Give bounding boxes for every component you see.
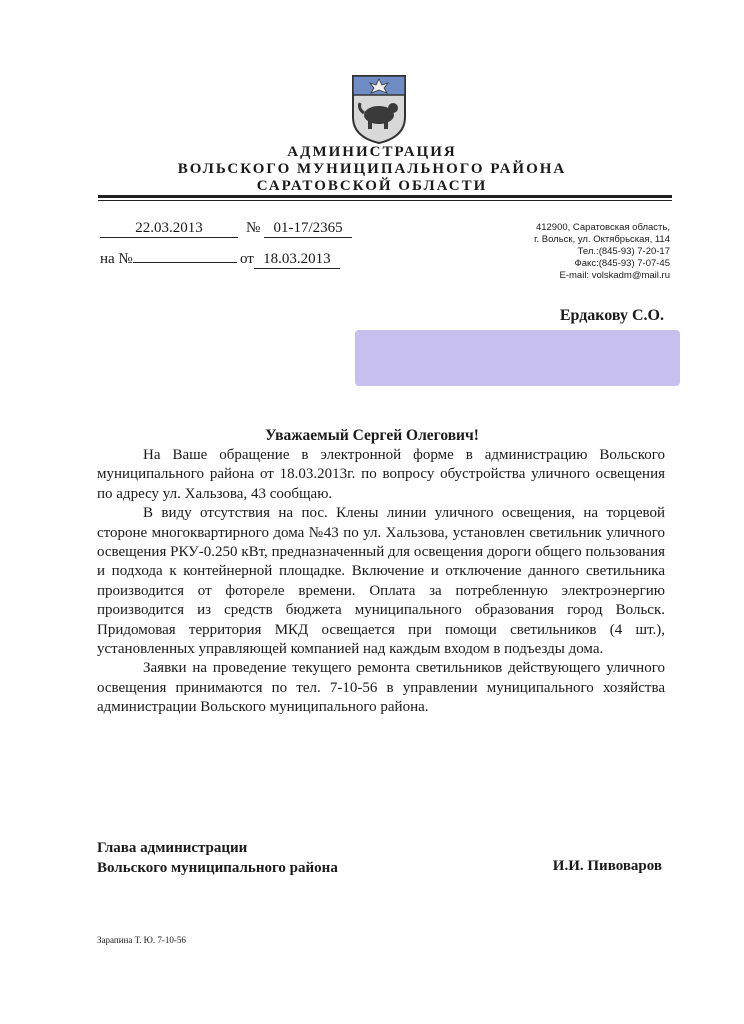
executor-note: Зарапина Т. Ю. 7-10-56	[97, 935, 186, 945]
registration-number: 01-17/2365	[264, 220, 352, 238]
header-line-3: САРАТОВСКОЙ ОБЛАСТИ	[256, 178, 488, 194]
body-paragraph: Заявки на проведение текущего ремонта светильников действующего уличного освещения принимаются по тел. 7-10-56 в управлении муниципального хозяйства администрации Вольского муниципального района.	[97, 660, 665, 716]
letter-body	[97, 446, 665, 718]
fax-line: Факс:(845-93) 7-07-45	[574, 258, 670, 269]
email-line: E-mail: volskadm@mail.ru	[559, 270, 670, 281]
reference-date-prefix: от	[240, 251, 254, 267]
reference-number-prefix: на №	[100, 251, 133, 267]
header-rule-thick	[98, 195, 672, 198]
reference-number-field	[100, 251, 237, 268]
greeting: Уважаемый Сергей Олегович!	[265, 427, 479, 444]
header-line-1: АДМИНИСТРАЦИЯ	[287, 144, 457, 160]
signatory-title-line-1: Глава администрации	[97, 840, 248, 856]
registration-date-field	[100, 220, 238, 238]
body-paragraph: На Ваше обращение в электронной форме в администрацию Вольского муниципального района от 18.03.2013г. по вопросу обустройства уличного освещения по адресу ул. Хальзова, 43 сообщаю.	[97, 447, 665, 502]
signatory-name: И.И. Пивоваров	[552, 858, 662, 874]
header-rule-thin	[98, 200, 672, 201]
address-line: г. Вольск, ул. Октябрьская, 114	[534, 234, 670, 245]
recipient-name: Ердакову С.О.	[559, 307, 664, 324]
redacted-address-block	[355, 330, 680, 386]
registration-number-field	[246, 220, 352, 238]
address-line: 412900, Саратовская область,	[535, 222, 670, 233]
registration-number-prefix: №	[246, 220, 261, 236]
coat-of-arms-emblem	[350, 73, 408, 145]
signatory-title-line-2: Вольского муниципального района	[97, 860, 338, 876]
header-line-2: ВОЛЬСКОГО МУНИЦИПАЛЬНОГО РАЙОНА	[177, 161, 567, 177]
body-paragraph: В виду отсутствия на пос. Клены линии уличного освещения, на торцевой стороне многоквартирного дома №43 по ул. Хальзова, установлен светильник уличного освещения РКУ-0.250 кВт, предназначенный для освещения дороги общего пользования и подхода к контейнерной площадке. Включение и отключение данного светильника производится от фотореле времени. Оплата за потребленную электроэнергию производится из средств бюджета муниципального образования город Вольск. Придомовая территория МКД освещается при помощи светильников (4 шт.), установленных управляющей компанией над каждым входом в подъезды дома.	[97, 505, 665, 658]
signatory-title	[97, 838, 338, 878]
registration-date: 22.03.2013	[100, 220, 238, 238]
address-block	[534, 222, 670, 282]
reference-date: 18.03.2013	[254, 251, 340, 269]
reference-number	[133, 262, 237, 263]
reference-date-field	[240, 251, 340, 269]
phone-line: Тел.:(845-93) 7-20-17	[577, 246, 670, 257]
